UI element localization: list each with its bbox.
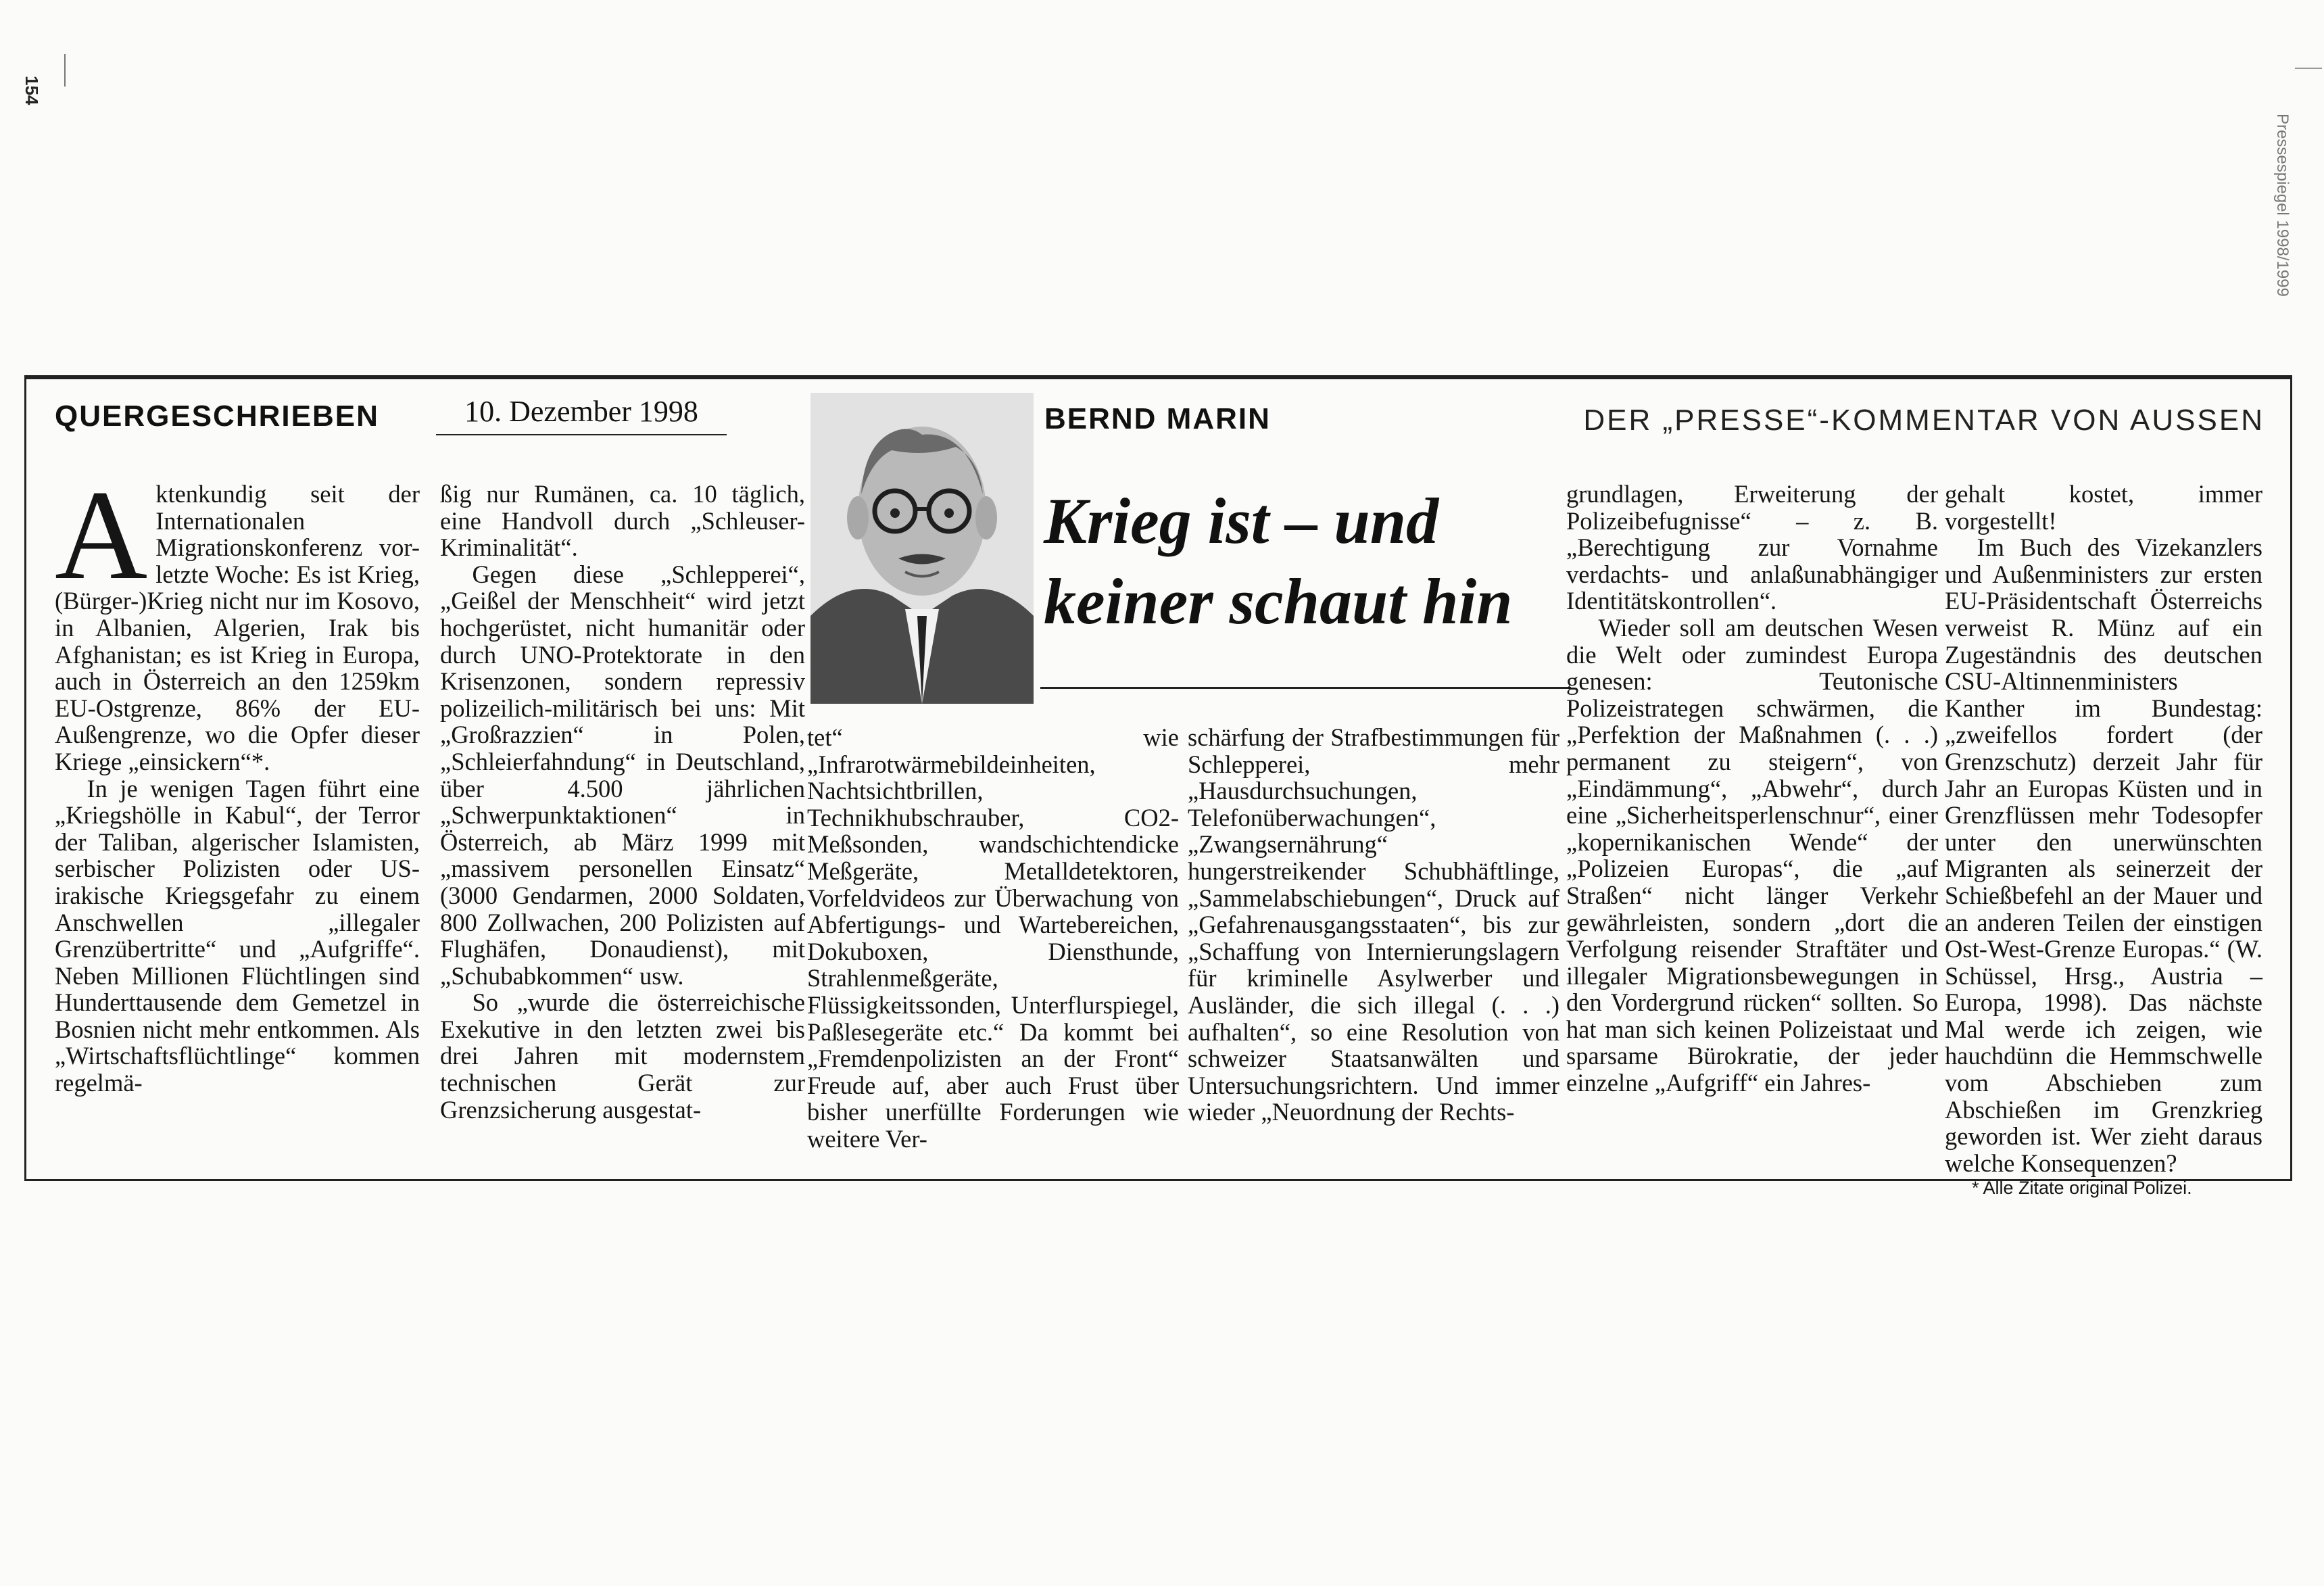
paragraph: Gegen diese „Schlepperei“, „Geißel der Menschheit“ wird jetzt hochgerüstet, nicht humanitär oder durch UNO-Protektorate in den Krisenzonen, sondern repressiv polizeilich-militärisch bei uns: Mit „Großrazzien“ in Polen, „Schleierfahndung“ in Deutschland, über 4.500 jährlichen „Schwerpunktaktionen“ in Österreich, ab März 1999 mit „massivem personellen Einsatz“ (3000 Gendarmen, 2000 Soldaten, 800 Zollwachen, 200 Polizisten auf Flughäfen, Donaudienst), mit „Schubabkommen“ usw. [440, 560, 805, 990]
footnote: * Alle Zitate original Polizei. [1972, 1178, 2192, 1199]
author-portrait [810, 393, 1034, 704]
page-edge-mark-right [2295, 68, 2322, 69]
paragraph: tet“ wie „Infrarotwärmebildeinheiten, Nachtsichtbrillen, Technikhubschrauber, CO2-Meßsonden, wandschichtendicke Meßgeräte, Metalldetektoren, Vorfeldvideos zur Überwachung von Abfertigungs- und Wartebereichen, Dokuboxen, Diensthunde, Strahlenmeßgeräte, Flüssigkeitssonden, Unterflurspiegel, Paßlesegeräte etc.“ Da kommt bei „Fremdenpolizisten an der Front“ Freude auf, aber auch Frust über bisher unerfüllte Forderungen wie weitere Ver- [807, 723, 1179, 1153]
drop-cap: A [55, 464, 148, 606]
text-column-4 [1188, 724, 1559, 1126]
author-portrait-photo-icon [810, 393, 1034, 704]
headline-line-1: Krieg ist – und [1044, 485, 1439, 557]
newspaper-clipping [24, 375, 2292, 1199]
paragraph: In je wenigen Tagen führt eine „Kriegshölle in Kabul“, der Terror der Taliban, algerischer Islamisten, serbischer Polizisten oder US-irakische Kriegsgefahr zu einem Anschwellen „illegaler Grenzübertritte“ und „Aufgriffe“. Neben Millionen Flüchtlingen sind Hunderttausende dem Gemetzel in Bosnien nicht mehr entkommen. Als „Wirtschaftsflüchtlinge“ kommen regelmä- [55, 774, 420, 1097]
series-title: DER „PRESSE“-KOMMENTAR VON AUSSEN [1583, 404, 2265, 437]
text-column-3 [807, 724, 1179, 1153]
headline-rule [1040, 687, 1571, 689]
text-column-1 [55, 464, 420, 1097]
paragraph: grundlagen, Erweiterung der Polizeibefugnisse“ – z. B. „Berechtigung zur Vornahme verdachts- und anlaßunabhängiger Identitätskontrollen“. [1566, 480, 1938, 615]
paragraph: So „wurde die österreichische Exekutive in den letzten zwei bis drei Jahren mit modernstem technischen Gerät zur Grenzsicherung ausgestat- [440, 988, 805, 1124]
author-name: BERND MARIN [1044, 402, 1271, 435]
paragraph: Wieder soll am deutschen Wesen die Welt oder zumindest Europa genesen: Teutonische Polizeistrategen schwärmen, die „Perfektion der Maßnahmen (. . .) permanent zu steigern“, von „Eindämmung“, „Abwehr“, durch eine „Sicherheitsperlenschnur“, einer „kopernikanischen Wende“ der „Polizeien Europas“, die „auf Straßen“ nicht länger Verkehr gewährleisten, sondern „dort die Verfolgung reisender Straftäter und illegaler Migrationsbewegungen in den Vordergrund rücken“ sollten. So hat man sich keinen Polizeistaat und sparsame Bürokratie, der jeder einzelne „Aufgriff“ ein Jahres- [1566, 613, 1938, 1097]
article-date: 10. Dezember 1998 [436, 394, 727, 435]
paragraph: ktenkundig seit der Internationalen Migrationskonferenz vor-letzte Woche: Es ist Krieg, (Bürger-)Krieg nicht nur im Kosovo, in Albanien, Algerien, Irak bis Afghanistan; es ist Krieg in Europa, auch in Österreich an den 1259km EU-Ostgrenze, 86% der EU-Außengrenze, wo die Opfer dieser Kriege „einsickern“*. [55, 480, 420, 775]
text-column-2 [440, 481, 805, 1123]
headline-line-2: keiner schaut hin [1044, 565, 1513, 638]
paragraph: gehalt kostet, immer vorgestellt! [1945, 480, 2262, 535]
paragraph: schärfung der Strafbestimmungen für Schlepperei, mehr „Hausdurchsuchungen, Telefonüberwachungen“, „Zwangsernährung“ hungerstreikender Schubhäftlinge, „Sammelabschiebungen“, Druck auf „Gefahrenausgangsstaaten“, bis zur „Schaffung von Internierungslagern für kriminelle Asylwerber und Ausländer, die sich illegal (. . .) aufhalten“, so eine Resolution von schweizer Staatsanwälten und Untersuchungsrichtern. Und immer wieder „Neuordnung der Rechts- [1188, 723, 1559, 1126]
publication-series-label: Pressespiegel 1998/1999 [2273, 114, 2292, 297]
text-column-5 [1566, 481, 1938, 1097]
text-column-6 [1945, 481, 2262, 1199]
paragraph: ßig nur Rumänen, ca. 10 täglich, eine Handvoll durch „Schleuser-Kriminalität“. [440, 480, 805, 562]
page-edge-mark [64, 54, 66, 87]
paragraph: Im Buch des Vizekanzlers und Außenministers zur ersten EU-Präsidentschaft Österreichs verweist R. Münz auf ein Zugeständnis des deutschen CSU-Altinnenministers Kanther im Bundestag: „zweifellos fordert (der Grenzschutz) derzeit Jahr für Jahr an Europas Küsten und in Grenzflüssen mehr Todesopfer unter den unerwünschten Migranten als seinerzeit der Schießbefehl an der Mauer und an anderen Teilen der einstigen Ost-West-Grenze Europas.“ (W. Schüssel, Hrsg., Austria – Europa, 1998). Das nächste Mal werde ich zeigen, wie hauchdünn die Hemmschwelle vom Abschieben zum Abschießen im Grenzkrieg geworden ist. Wer zieht daraus welche Konsequenzen? [1945, 533, 2262, 1177]
headline [1044, 481, 1557, 642]
column-label: QUERGESCHRIEBEN [55, 400, 379, 433]
page-number: 154 [22, 76, 42, 105]
